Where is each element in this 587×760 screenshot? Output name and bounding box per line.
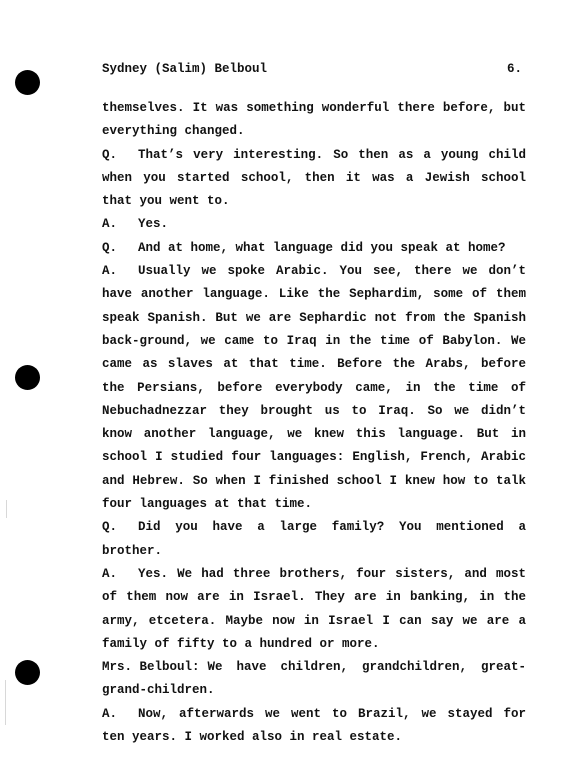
paragraph-text: And at home, what language did you speak at home? bbox=[138, 240, 506, 255]
speaker-label: A. bbox=[102, 217, 118, 232]
transcript-paragraph bbox=[102, 563, 526, 656]
transcript-paragraph bbox=[102, 237, 526, 260]
paragraph-text: We have children, grandchildren, great-grand-children. bbox=[102, 660, 526, 698]
binder-hole bbox=[15, 660, 40, 685]
binder-hole bbox=[15, 70, 40, 95]
speaker-label: A. bbox=[102, 706, 118, 721]
paragraph-text: Did you have a large family? You mentioned a brother. bbox=[102, 520, 526, 558]
scan-mark bbox=[6, 500, 7, 518]
speaker-label: Q. bbox=[102, 240, 118, 255]
transcript-paragraph bbox=[102, 213, 526, 236]
speaker-label: Q. bbox=[102, 147, 118, 162]
paragraph-text: Now, afterwards we went to Brazil, we stayed for ten years. I worked also in real estate. bbox=[102, 706, 526, 745]
binder-hole bbox=[15, 365, 40, 390]
speaker-label: Mrs. Belboul: bbox=[102, 660, 200, 675]
transcript-paragraph bbox=[102, 656, 526, 703]
header-name: Sydney (Salim) Belboul bbox=[102, 62, 268, 76]
speaker-label: A. bbox=[102, 264, 118, 279]
transcript-paragraph bbox=[102, 516, 526, 563]
transcript-paragraph bbox=[102, 703, 526, 750]
paragraph-text: Yes. We had three brothers, four sisters, and most of them now are in Israel. They are in banking, in the army, etcetera. Maybe now in Israel I can say we are a family of fifty to a hundred or more. bbox=[102, 566, 526, 651]
paragraph-text: Usually we spoke Arabic. You see, there we don’t have another language. Like the Sephardim, some of them speak Spanish. But we are Sephardic not from the Spanish back-ground, we came to Iraq in the time of Babylon. We came as slaves at that time. Before the Arabs, before the Persians, before everybody came, in the time of Nebuchadnezzar they brought us to Iraq. So we didn’t know another language, we knew this language. But in school I studied four languages: English, French, Arabic and Hebrew. So when I finished school I knew how to talk four languages at that time. bbox=[102, 264, 526, 512]
page-number: 6. bbox=[506, 62, 522, 76]
speaker-label: A. bbox=[102, 566, 118, 581]
transcript-paragraph bbox=[102, 260, 526, 516]
paragraph-text: themselves. It was something wonderful there before, but everything changed. bbox=[102, 101, 526, 139]
scan-mark bbox=[5, 680, 6, 725]
transcript-paragraph bbox=[102, 144, 526, 214]
paragraph-text: Yes. bbox=[138, 217, 169, 232]
speaker-label: Q. bbox=[102, 520, 118, 535]
transcript-body bbox=[102, 97, 526, 749]
paragraph-text: That’s very interesting. So then as a young child when you started school, then it was a Jewish school that you went to. bbox=[102, 147, 526, 209]
page-header bbox=[102, 62, 522, 86]
transcript-paragraph bbox=[102, 97, 526, 144]
